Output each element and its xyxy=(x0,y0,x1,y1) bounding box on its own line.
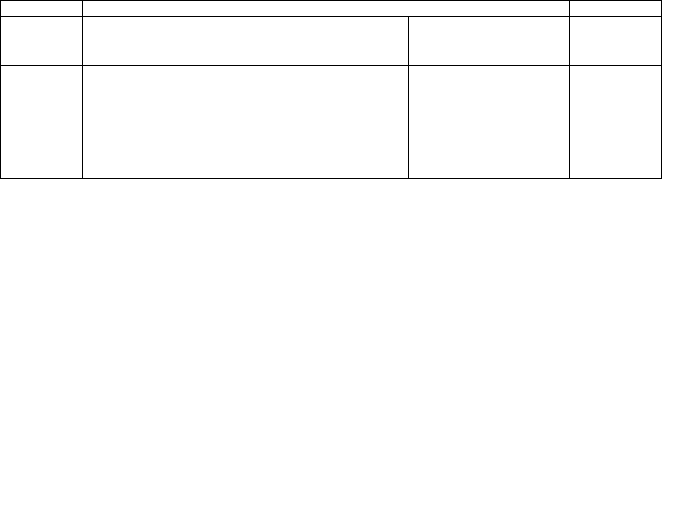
facility-address-value[interactable] xyxy=(409,66,570,179)
section-number xyxy=(1,1,83,17)
row-9-2 xyxy=(1,66,662,179)
facility-name-value[interactable] xyxy=(409,17,570,66)
row-number xyxy=(1,66,83,179)
row-label xyxy=(83,66,409,179)
section-9-header-row xyxy=(1,1,662,17)
empty-cell xyxy=(570,66,662,179)
empty-cell xyxy=(570,17,662,66)
data-table xyxy=(0,0,662,179)
row-9-1 xyxy=(1,17,662,66)
row-label xyxy=(83,17,409,66)
row-number xyxy=(1,17,83,66)
section-title xyxy=(83,1,570,17)
empty-cell xyxy=(570,1,662,17)
